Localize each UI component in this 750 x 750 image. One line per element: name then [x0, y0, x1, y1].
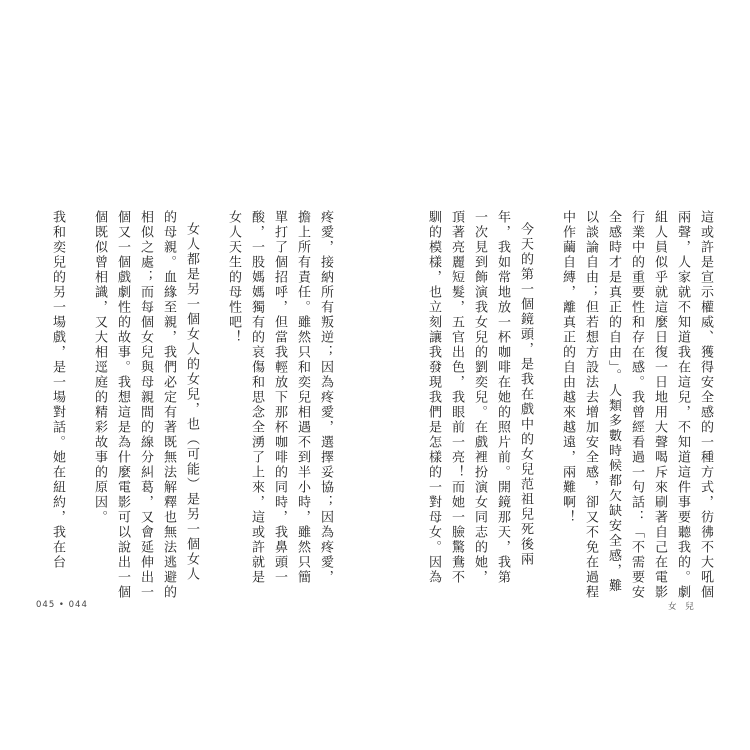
text-column: 個又一個戲劇性的故事。我想這是為什麼電影可以說出一個: [115, 210, 130, 600]
text-column: 我和奕兒的另一場戲，是一場對話。她在紐約，我在台: [50, 210, 65, 570]
text-column: 年，我如常地放一杯咖啡在她的照片前。開鏡那天，我第: [495, 210, 510, 585]
text-column: 一次見到飾演我女兒的劉奕兒。在戲裡扮演女同志的她，: [472, 210, 487, 585]
running-header: 女 兒: [668, 602, 697, 612]
text-column: 頂著亮麗短髮，五官出色，我眼前一亮！而她一臉驚鴦不: [449, 210, 464, 585]
text-column: 女人天生的母性吧！: [226, 210, 241, 345]
text-column: 這或許是宣示權威、獲得安全感的一種方式，彷彿不大吼個: [698, 210, 713, 600]
text-column: 中作繭自縛，離真正的自由越來越遠，兩難啊！: [560, 210, 575, 525]
text-column: 疼愛，接納所有叛逆；因為疼愛，選擇妥協；因為疼愛，: [318, 210, 333, 585]
text-column: 今天的第一個鏡頭，是我在戲中的女兒范祖兒死後兩: [518, 222, 533, 567]
page-numbers: 045 • 044: [36, 600, 88, 610]
text-column: 以談論自由；但若想方設法去增加安全感，卻又不免在過程: [583, 210, 598, 600]
text-column: 的母親。血緣至親，我們必定有著既無法解釋也無法逃避的: [161, 210, 176, 600]
text-column: 全感時才是真正的自由」。人類多數時候都欠缺安全感，難: [606, 210, 621, 594]
text-column: 馴的模樣，也立刻讓我發現我們是怎樣的一對母女。因為: [426, 210, 441, 585]
text-column: 個既似曾相識，又大相逕庭的精彩故事的原因。: [92, 210, 107, 525]
text-column: 酸，一股媽媽獨有的哀傷和思念全湧了上來，這或許就是: [249, 210, 264, 585]
text-column: 擔上所有責任。雖然只和奕兒相遇不到半小時，雖然只簡: [295, 210, 310, 585]
right-page: [375, 0, 750, 750]
text-column: 兩聲，人家就不知道我在這兒，不知道這件事要聽我的。劇: [675, 210, 690, 600]
text-column: 行業中的重要性和存在感。我曾經看過一句話：「不需要安: [629, 210, 644, 600]
text-column: 單打了個招呼，但當我輕放下那杯咖啡的同時，我鼻頭一: [272, 210, 287, 585]
text-column: 相似之處；而每個女兒與母親間的線分糾葛，又會延伸出一: [138, 210, 153, 600]
text-column: 女人都是另一個女人的女兒，也（可能）是另一個女人: [184, 222, 199, 582]
text-column: 組人員似乎就這麼日復一日地用大聲喝斥來刷著自己在電影: [652, 210, 667, 600]
